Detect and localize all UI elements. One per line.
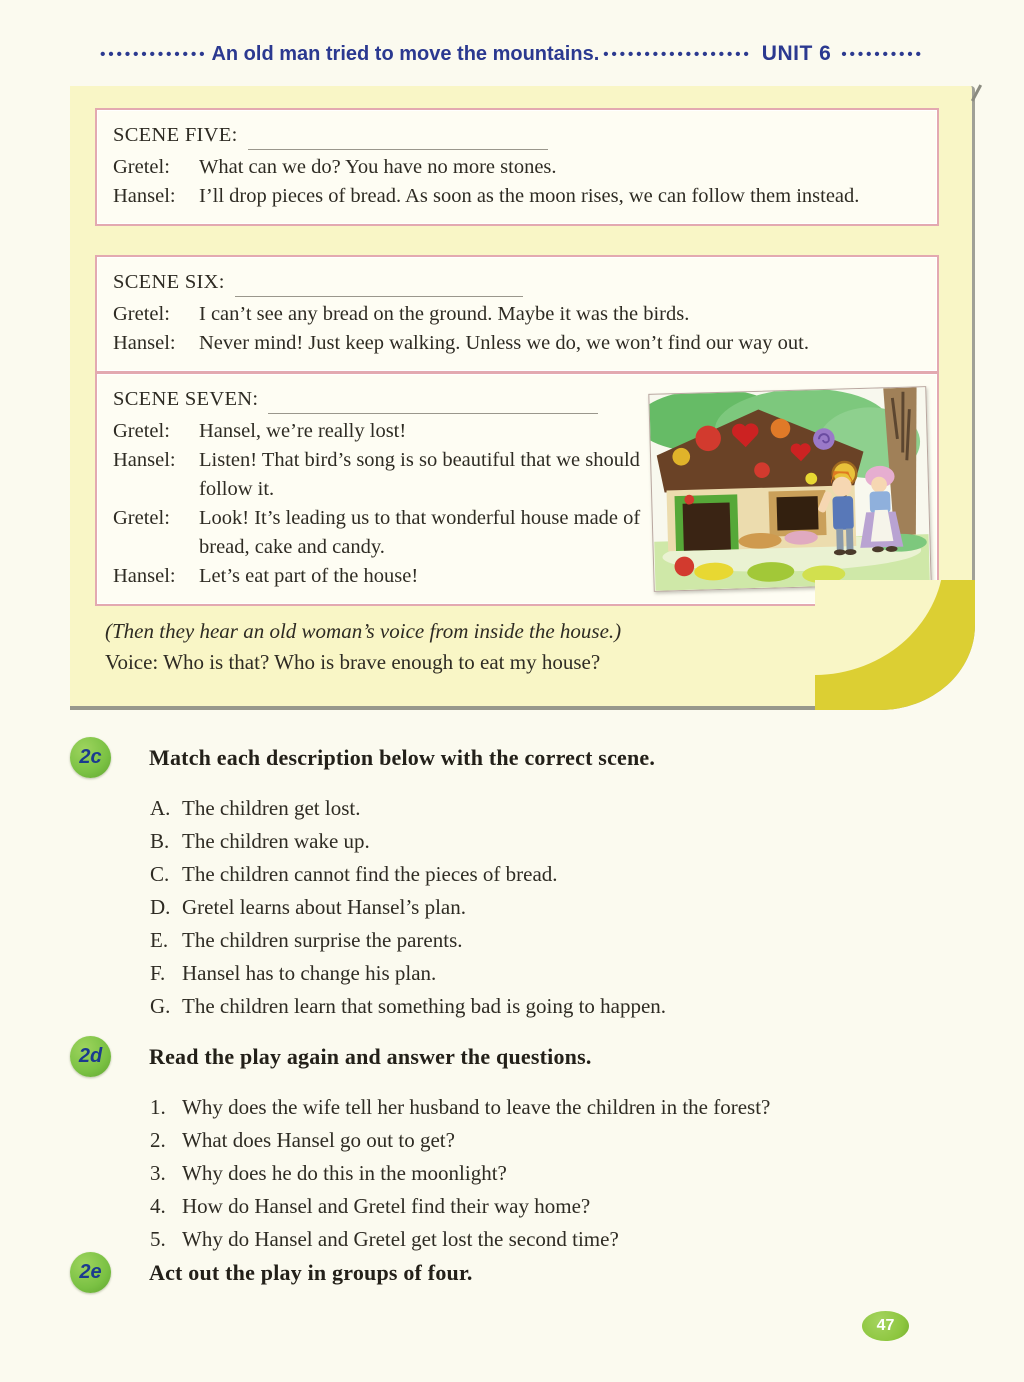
list-item (150, 1157, 982, 1190)
scene-five-title: SCENE FIVE: (113, 124, 238, 146)
section-2e-head (70, 1252, 982, 1293)
page-curl (815, 580, 975, 710)
speaker-label: Hansel: (113, 185, 176, 207)
unit-title: An old man tried to move the mountains. (211, 42, 600, 65)
list-item (150, 1190, 982, 1223)
dialogue-line (113, 417, 673, 446)
dialogue-text: Never mind! Just keep walking. Unless we do, we won’t find our way out. (199, 332, 809, 354)
item-text: Why does the wife tell her husband to leave the children in the forest? (182, 1095, 771, 1119)
dialogue-line (113, 446, 673, 504)
dialogue-line (113, 182, 921, 211)
list-item (150, 957, 982, 990)
header-dots-right: •••••••••• (841, 45, 924, 63)
list-item (150, 990, 982, 1023)
item-marker: E. (150, 928, 169, 952)
dialogue-text: Listen! That bird’s song is so beautiful that we should follow it. (199, 449, 640, 500)
item-text: How do Hansel and Gretel find their way home? (182, 1194, 591, 1218)
item-text: Hansel has to change his plan. (182, 961, 437, 985)
speaker-label: Hansel: (113, 565, 176, 587)
item-marker: A. (150, 796, 171, 820)
dialogue-text: Look! It’s leading us to that wonderful house made of bread, cake and candy. (199, 507, 641, 558)
item-marker: 2. (150, 1128, 166, 1152)
item-text: The children get lost. (182, 796, 361, 820)
scene-six-box (95, 255, 939, 373)
section-badge-2e: 2e (70, 1252, 111, 1293)
item-text: Why does he do this in the moonlight? (182, 1161, 507, 1185)
dialogue-text: Let’s eat part of the house! (199, 565, 419, 587)
dialogue-text: What can we do? You have no more stones. (199, 156, 557, 178)
speaker-label: Hansel: (113, 332, 176, 354)
item-text: What does Hansel go out to get? (182, 1128, 455, 1152)
item-text: The children learn that something bad is going to happen. (182, 994, 667, 1018)
dialogue-text: I can’t see any bread on the ground. Maybe it was the birds. (199, 303, 690, 325)
dialogue-text: Hansel, we’re really lost! (199, 420, 407, 442)
list-item (150, 891, 982, 924)
list-item (150, 792, 982, 825)
item-text: The children wake up. (182, 829, 370, 853)
item-marker: G. (150, 994, 171, 1018)
card-corner-mark (971, 84, 982, 101)
item-marker: C. (150, 862, 170, 886)
dialogue-text: I’ll drop pieces of bread. As soon as the moon rises, we can follow them instead. (199, 185, 860, 207)
list-item (150, 825, 982, 858)
section-badge-2c: 2c (70, 737, 111, 778)
scene-six-title-blank (235, 277, 523, 298)
scene-five-heading (113, 121, 921, 150)
speaker-label: Gretel: (113, 303, 170, 325)
item-marker: 3. (150, 1161, 166, 1185)
item-text: The children cannot find the pieces of bread. (182, 862, 558, 886)
section-2e (70, 1252, 982, 1293)
section-2d-head (70, 1036, 982, 1077)
list-item (150, 1091, 982, 1124)
section-2e-heading: Act out the play in groups of four. (149, 1259, 473, 1285)
speaker-label: Gretel: (113, 507, 170, 529)
page-header (0, 38, 1024, 70)
item-marker: 1. (150, 1095, 166, 1119)
section-2c-head (70, 737, 982, 778)
scene-six-heading (113, 268, 921, 297)
scene-seven-title-blank (268, 394, 598, 415)
voice-line: Voice: Who is that? Who is brave enough to eat my house? (105, 650, 601, 674)
section-2d (70, 1036, 982, 1256)
header-dots-mid: •••••••••••••••••• (603, 45, 752, 63)
candy-house-illustration (648, 386, 931, 592)
scene-seven-text-column (113, 385, 673, 591)
item-text: Why do Hansel and Gretel get lost the second time? (182, 1227, 619, 1251)
item-marker: B. (150, 829, 170, 853)
item-marker: F. (150, 961, 166, 985)
header-dots-left: ••••••••••••• (100, 45, 208, 63)
stage-direction-block (105, 616, 912, 678)
scene-five-box (95, 108, 939, 226)
speaker-label: Gretel: (113, 420, 170, 442)
section-2c (70, 737, 982, 1023)
unit-number: UNIT 6 (761, 42, 832, 65)
item-text: The children surprise the parents. (182, 928, 463, 952)
dialogue-line (113, 329, 921, 358)
dialogue-line (113, 504, 673, 562)
item-marker: 5. (150, 1227, 166, 1251)
list-item (150, 924, 982, 957)
item-marker: 4. (150, 1194, 166, 1218)
section-2d-heading: Read the play again and answer the questions. (149, 1043, 592, 1069)
scene-five-title-blank (248, 130, 548, 151)
page-number-badge: 47 (862, 1311, 909, 1341)
speaker-label: Hansel: (113, 449, 176, 471)
play-script-card (70, 86, 975, 710)
section-badge-2d: 2d (70, 1036, 111, 1077)
list-item (150, 1124, 982, 1157)
match-list (150, 792, 982, 1023)
item-marker: D. (150, 895, 171, 919)
dialogue-line (113, 300, 921, 329)
question-list (150, 1091, 982, 1256)
dialogue-line (113, 562, 673, 591)
section-2c-heading: Match each description below with the correct scene. (149, 744, 656, 770)
list-item (150, 858, 982, 891)
scene-seven-box (95, 372, 939, 606)
scene-six-title: SCENE SIX: (113, 271, 225, 293)
stage-direction: (Then they hear an old woman’s voice from inside the house.) (105, 619, 622, 643)
dialogue-line (113, 153, 921, 182)
item-text: Gretel learns about Hansel’s plan. (182, 895, 466, 919)
scene-seven-title: SCENE SEVEN: (113, 388, 259, 410)
scene-seven-heading (113, 385, 673, 414)
speaker-label: Gretel: (113, 156, 170, 178)
